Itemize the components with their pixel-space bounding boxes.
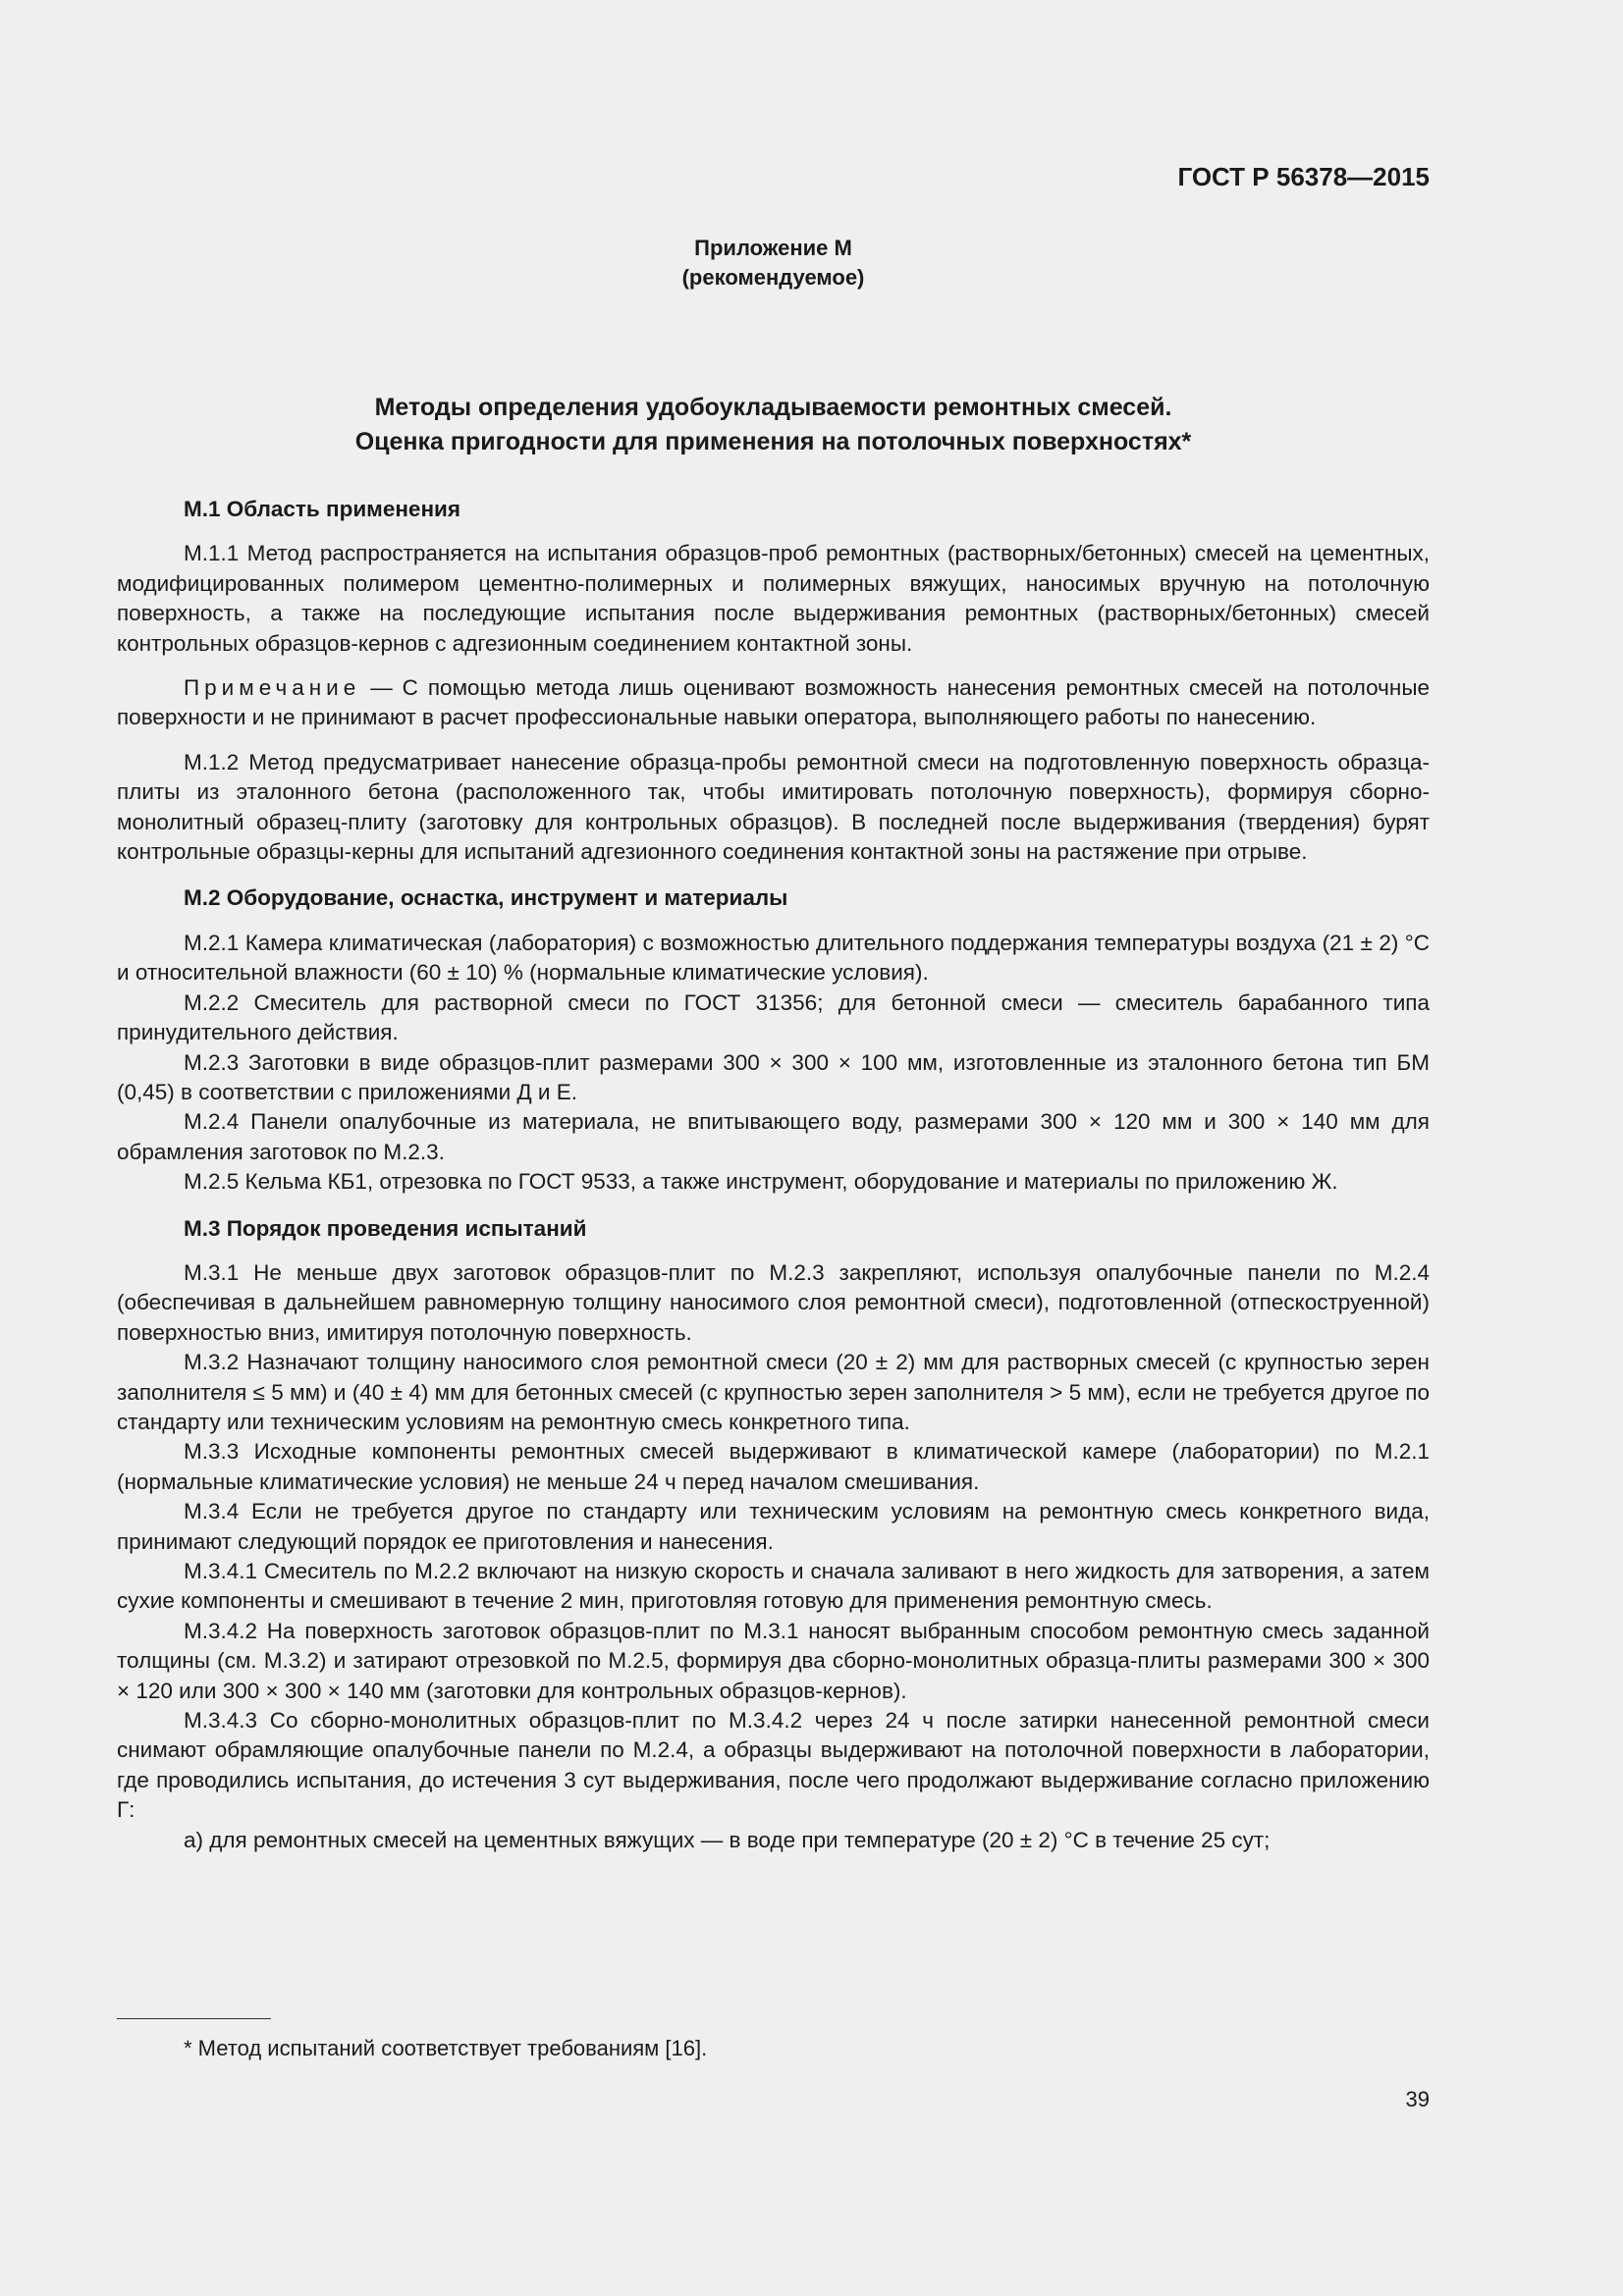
footnote: * Метод испытаний соответствует требованиям [16]. xyxy=(184,2036,708,2060)
paragraph-m-2-2: М.2.2 Смеситель для растворной смеси по ГОСТ 31356; для бетонной смеси — смеситель барабанного типа принудительного действия. xyxy=(117,989,1430,1045)
paragraph-m-3-3: М.3.3 Исходные компоненты ремонтных смесей выдерживают в климатической камере (лаборатории) по М.2.1 (нормальные климатические условия) не меньше 24 ч перед началом смешивания. xyxy=(117,1439,1430,1494)
paragraph-m-3-4-3: М.3.4.3 Со сборно-монолитных образцов-плит по М.3.4.2 через 24 ч после затирки нанесенной ремонтной смеси снимают обрамляющие опалубочные панели по М.2.4, а образцы выдерживают на потолочной поверхности в лаборатории, где проводились испытания, до истечения 3 сут выдерживания, после чего продолжают выдерживание согласно приложению Г: xyxy=(117,1708,1430,1823)
annex-title xyxy=(0,391,1546,459)
paragraph-m-3-2: М.3.2 Назначают толщину наносимого слоя ремонтной смеси (20 ± 2) мм для растворных смесей (с крупностью зерен заполнителя ≤ 5 мм) и (40 ± 4) мм для бетонных смесей (с крупностью зерен заполнителя > 5 мм), если не требуется другое по стандарту или техническим условиям на ремонтную смесь конкретного типа. xyxy=(117,1350,1430,1434)
paragraph-m-2-4: М.2.4 Панели опалубочные из материала, не впитывающего воду, размерами 300 × 120 мм и 300 × 140 мм для обрамления заготовок по М.2.3. xyxy=(117,1109,1430,1164)
paragraph-m-2-5: М.2.5 Кельма КБ1, отрезовка по ГОСТ 9533, а также инструмент, оборудование и материалы по приложению Ж. xyxy=(184,1169,1338,1195)
note-text: — С помощью метода лишь оценивают возможность нанесения ремонтных смесей на потолочные поверхности и не принимают в расчет профессиональные навыки оператора, выполняющего работы по нанесению. xyxy=(117,675,1430,730)
note-label: Примечание xyxy=(184,675,361,701)
paragraph-m-3-4-2: М.3.4.2 На поверхность заготовок образцов-плит по М.3.1 наносят выбранным способом ремонтную смесь заданной толщины (см. М.3.2) и затирают отрезовкой по М.2.5, формируя два сборно-монолитных образца-плиты размерами 300 × 300 × 120 или 300 × 300 × 140 мм (заготовки для контрольных образцов-кернов). xyxy=(117,1618,1430,1703)
paragraph-m-1-1: М.1.1 Метод распространяется на испытания образцов-проб ремонтных (растворных/бетонных) смесей на цементных, модифицированных полимером цементно-полимерных и полимерных вяжущих, наносимых вручную на потолочную поверхность, а также на последующие испытания после выдерживания ремонтных (растворных/бетонных) смесей контрольных образцов-кернов с адгезионным соединением контактной зоны. xyxy=(117,541,1430,656)
annex-label: Приложение М xyxy=(694,236,852,260)
annex-title-line-1: Методы определения удобоукладываемости ремонтных смесей. xyxy=(374,394,1172,421)
section-heading-m3: М.3 Порядок проведения испытаний xyxy=(184,1215,587,1241)
annex-title-line-2: Оценка пригодности для применения на потолочных поверхностях* xyxy=(354,428,1192,455)
paragraph-m-2-3: М.2.3 Заготовки в виде образцов-плит размерами 300 × 300 × 100 мм, изготовленные из эталонного бетона тип БМ (0,45) в соответствии с приложениями Д и Е. xyxy=(117,1049,1430,1104)
paragraph-m-3-4: М.3.4 Если не требуется другое по стандарту или техническим условиям на ремонтную смесь конкретного вида, принимают следующий порядок ее приготовления и нанесения. xyxy=(117,1499,1430,1554)
section-heading-m1: М.1 Область применения xyxy=(184,497,460,521)
annex-heading xyxy=(0,234,1546,293)
footnote-divider xyxy=(117,2018,271,2019)
section-heading-m2: М.2 Оборудование, оснастка, инструмент и материалы xyxy=(184,885,788,911)
note-paragraph xyxy=(117,673,1430,733)
paragraph-m-2-1: М.2.1 Камера климатическая (лаборатория) с возможностью длительного поддержания температуры воздуха (21 ± 2) °С и относительной влажности (60 ± 10) % (нормальные климатические условия). xyxy=(117,930,1430,986)
paragraph-m-1-2: М.1.2 Метод предусматривает нанесение образца-пробы ремонтной смеси на подготовленную поверхность образца-плиты из эталонного бетона (расположенного так, чтобы имитировать потолочную поверхность), формируя сборно-монолитный образец-плиту (заготовку для контрольных образцов). В последней после выдерживания (твердения) бурят контрольные образцы-керны для испытаний адгезионного соединения контактной зоны на растяжение при отрыве. xyxy=(117,749,1430,865)
document-code: ГОСТ Р 56378—2015 xyxy=(1177,162,1430,191)
page-number: 39 xyxy=(1405,2087,1430,2111)
annex-status: (рекомендуемое) xyxy=(681,265,865,290)
paragraph-m-3-1: М.3.1 Не меньше двух заготовок образцов-плит по М.2.3 закрепляют, используя опалубочные панели по М.2.4 (обеспечивая в дальнейшем равномерную толщину наносимого слоя ремонтной смеси), подготовленной (отпескоструенной) поверхностью вниз, имитируя потолочную поверхность. xyxy=(117,1259,1430,1345)
list-item-a: а) для ремонтных смесей на цементных вяжущих — в воде при температуре (20 ± 2) °С в течение 25 сут; xyxy=(184,1827,1271,1852)
document-body xyxy=(117,495,1430,1855)
paragraph-m-3-4-1: М.3.4.1 Смеситель по М.2.2 включают на низкую скорость и сначала заливают в него жидкость для затворения, а затем сухие компоненты и смешивают в течение 2 мин, приготовляя готовую для применения ремонтную смесь. xyxy=(117,1559,1430,1614)
